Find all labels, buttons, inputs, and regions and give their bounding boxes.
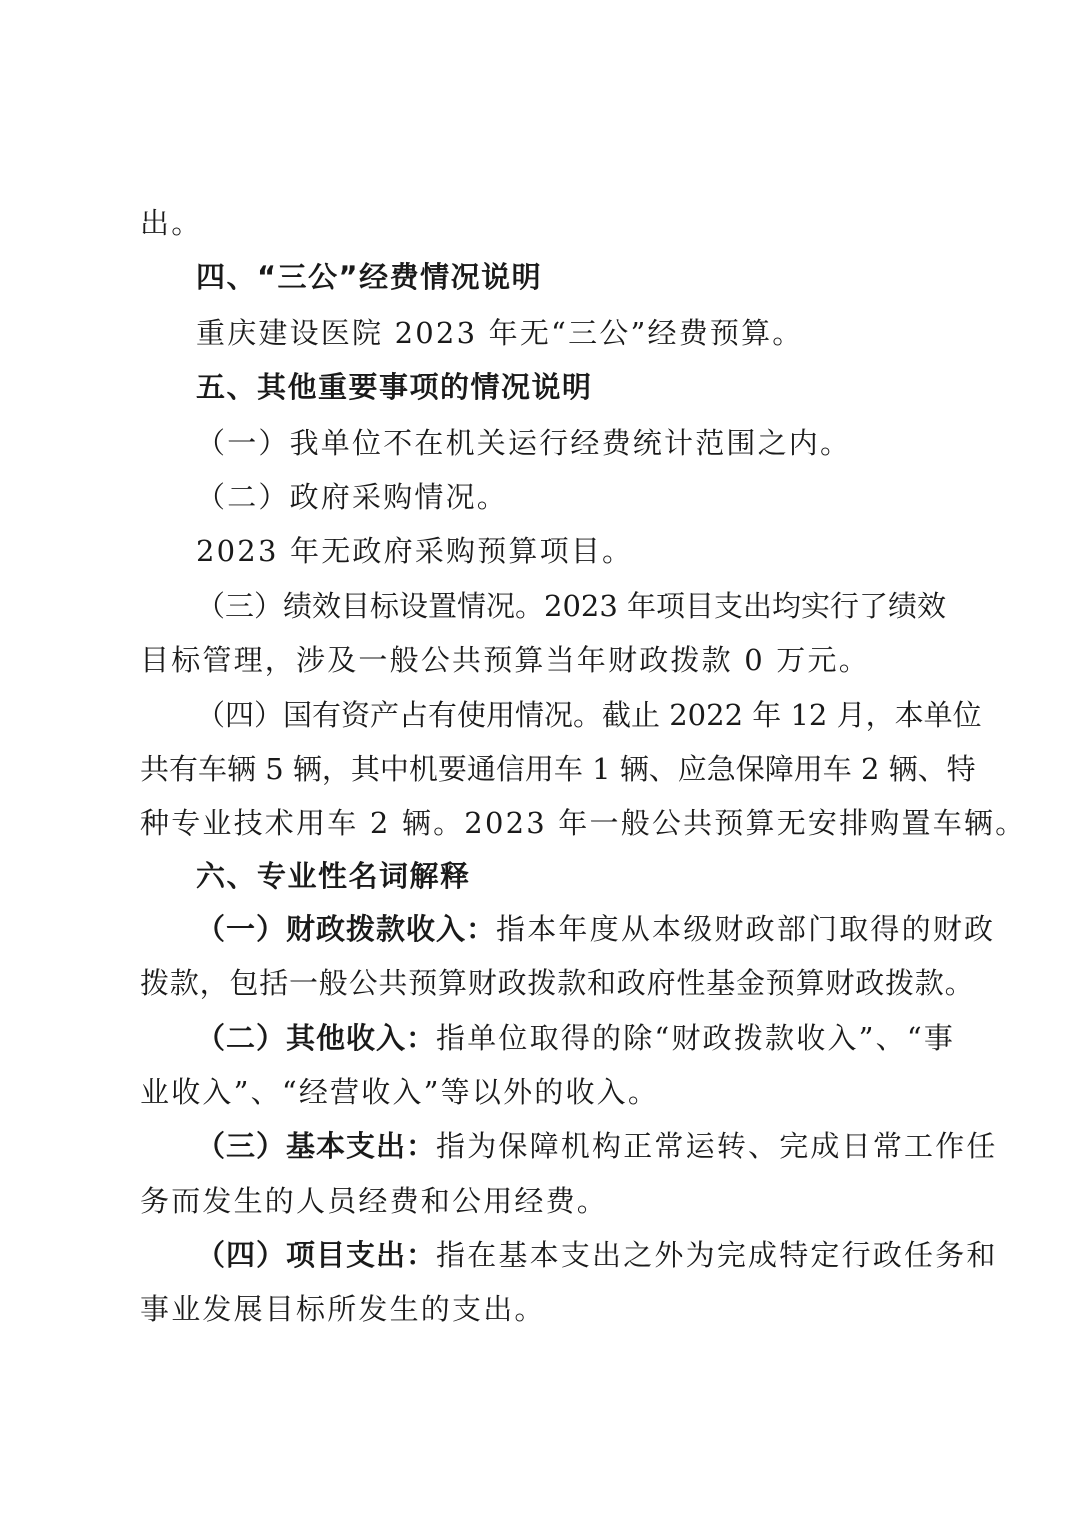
term-3-line-2: 务而发生的人员经费和公用经费。 [140,1184,609,1218]
term-3-label: （三）基本支出： [196,1129,437,1163]
item-5-2: （二）政府采购情况。 [196,480,509,514]
term-1-definition-start: 指本年度从本级财政部门取得的财政 [496,912,996,946]
item-5-1: （一）我单位不在机关运行经费统计范围之内。 [196,426,852,460]
item-5-4-line-2: 共有车辆 5 辆，其中机要通信用车 1 辆、应急保障用车 2 辆、特 [140,752,976,786]
term-1-line-2: 拨款，包括一般公共预算财政拨款和政府性基金预算财政拨款。 [140,966,975,1000]
term-2-definition-start: 指单位取得的除“财政拨款收入”、“事 [436,1021,956,1055]
item-5-4-line-1: （四）国有资产占有使用情况。截止 2022 年 12 月，本单位 [196,698,982,732]
item-5-4-line-3: 种专业技术用车 2 辆。2023 年一般公共预算无安排购置车辆。 [140,806,1027,840]
term-4-definition-start: 指在基本支出之外为完成特定行政任务和 [436,1238,998,1272]
item-5-3-line-1: （三）绩效目标设置情况。2023 年项目支出均实行了绩效 [196,589,947,623]
term-2-label: （二）其他收入： [196,1021,437,1055]
term-3-line-1 [196,1122,998,1170]
section-heading-four: 四、“三公”经费情况说明 [196,260,543,294]
section-heading-six: 六、专业性名词解释 [196,859,471,893]
term-4-line-1 [196,1231,998,1279]
term-2-line-2: 业收入”、“经营收入”等以外的收入。 [140,1075,660,1109]
term-4-line-2: 事业发展目标所发生的支出。 [140,1292,546,1326]
item-5-2-body: 2023 年无政府采购预算项目。 [196,534,634,568]
term-4-label: （四）项目支出： [196,1238,437,1272]
term-3-definition-start: 指为保障机构正常运转、完成日常工作任 [436,1129,998,1163]
sangong-funds-paragraph: 重庆建设医院 2023 年无“三公”经费预算。 [196,316,804,350]
term-1-line-1 [196,905,996,953]
section-heading-five: 五、其他重要事项的情况说明 [196,370,593,404]
term-2-line-1 [196,1014,956,1062]
paragraph-continuation: 出。 [140,206,203,240]
term-1-label: （一）财政拨款收入： [196,912,497,946]
item-5-3-line-2: 目标管理，涉及一般公共预算当年财政拨款 0 万元。 [140,643,870,677]
